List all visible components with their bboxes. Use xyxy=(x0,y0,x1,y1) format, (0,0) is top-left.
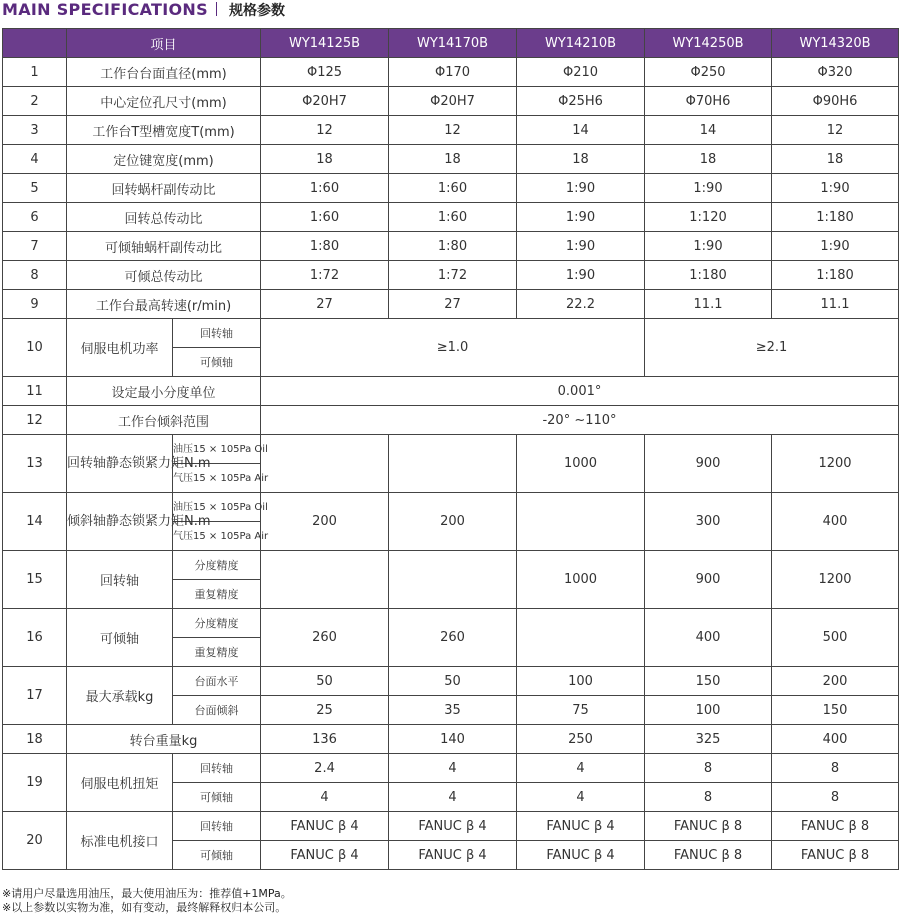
row-value: 75 xyxy=(517,696,645,725)
spec-table xyxy=(2,28,899,870)
row-sub: 重复精度 xyxy=(173,580,261,609)
row-no: 1 xyxy=(3,58,67,87)
row-value: FANUC β 4 xyxy=(261,841,389,870)
row-value: FANUC β 4 xyxy=(517,841,645,870)
row-name: 中心定位孔尺寸(mm) xyxy=(67,87,261,116)
row-value: 8 xyxy=(772,754,899,783)
row-value: 260 xyxy=(389,609,517,667)
row-no: 6 xyxy=(3,203,67,232)
row-sub: 油压15 × 105Pa Oil xyxy=(173,435,261,464)
row-value: 1:120 xyxy=(645,203,772,232)
row-value: 18 xyxy=(261,145,389,174)
row-value: FANUC β 8 xyxy=(772,812,899,841)
table-row xyxy=(3,232,899,261)
row-name: 可倾轴蜗杆副传动比 xyxy=(67,232,261,261)
header-model: WY14170B xyxy=(389,29,517,58)
row-value: 1:72 xyxy=(261,261,389,290)
row-value: 11.1 xyxy=(645,290,772,319)
row-name: 伺服电机功率 xyxy=(67,319,173,377)
row-name: 工作台台面直径(mm) xyxy=(67,58,261,87)
row-value: 12 xyxy=(389,116,517,145)
row-no: 10 xyxy=(3,319,67,377)
row-name: 工作台倾斜范围 xyxy=(67,406,261,435)
row-value: Φ125 xyxy=(261,58,389,87)
row-value: FANUC β 8 xyxy=(645,812,772,841)
row-value: 4 xyxy=(517,783,645,812)
row-value: 1200 xyxy=(772,551,899,609)
row-value: 27 xyxy=(389,290,517,319)
row-no: 20 xyxy=(3,812,67,870)
row-name: 可倾总传动比 xyxy=(67,261,261,290)
row-value: 250 xyxy=(517,725,645,754)
row-no: 8 xyxy=(3,261,67,290)
row-name: 回转蜗杆副传动比 xyxy=(67,174,261,203)
row-value: 22.2 xyxy=(517,290,645,319)
row-no: 14 xyxy=(3,493,67,551)
row-value: -20° ~110° xyxy=(261,406,899,435)
row-sub: 回转轴 xyxy=(173,319,261,348)
row-name: 回转轴 xyxy=(67,551,173,609)
table-row xyxy=(3,203,899,232)
row-value: 1:60 xyxy=(261,174,389,203)
row-value: 100 xyxy=(645,696,772,725)
row-sub: 可倾轴 xyxy=(173,783,261,812)
row-value: 1:90 xyxy=(645,232,772,261)
row-no: 5 xyxy=(3,174,67,203)
row-value: 1:60 xyxy=(261,203,389,232)
row-value xyxy=(517,609,645,667)
table-row xyxy=(3,812,899,841)
row-value: 4 xyxy=(517,754,645,783)
row-value: Φ170 xyxy=(389,58,517,87)
header-item: 项目 xyxy=(67,29,261,58)
row-value: 1:90 xyxy=(772,174,899,203)
row-name: 可倾轴 xyxy=(67,609,173,667)
row-value xyxy=(389,551,517,609)
row-value: 18 xyxy=(645,145,772,174)
row-value xyxy=(389,435,517,493)
row-value: 18 xyxy=(517,145,645,174)
row-sub: 重复精度 xyxy=(173,638,261,667)
row-value: 18 xyxy=(389,145,517,174)
row-no: 4 xyxy=(3,145,67,174)
row-no: 12 xyxy=(3,406,67,435)
row-name: 转台重量kg xyxy=(67,725,261,754)
table-row xyxy=(3,551,899,580)
row-value: FANUC β 4 xyxy=(389,841,517,870)
row-value: 1:180 xyxy=(772,203,899,232)
row-value: 12 xyxy=(261,116,389,145)
row-value: 2.4 xyxy=(261,754,389,783)
row-name: 伺服电机扭矩 xyxy=(67,754,173,812)
row-value: 12 xyxy=(772,116,899,145)
row-name: 最大承载kg xyxy=(67,667,173,725)
row-value: 200 xyxy=(772,667,899,696)
row-name: 工作台T型槽宽度T(mm) xyxy=(67,116,261,145)
row-value: 27 xyxy=(261,290,389,319)
row-value: 1:72 xyxy=(389,261,517,290)
row-value: 1:90 xyxy=(517,232,645,261)
row-value: 325 xyxy=(645,725,772,754)
row-name: 设定最小分度单位 xyxy=(67,377,261,406)
row-value: 35 xyxy=(389,696,517,725)
row-value: 18 xyxy=(772,145,899,174)
row-value: 1:180 xyxy=(645,261,772,290)
row-value: 50 xyxy=(389,667,517,696)
table-row xyxy=(3,406,899,435)
row-value: 4 xyxy=(389,783,517,812)
title-separator xyxy=(216,2,217,16)
row-value: 0.001° xyxy=(261,377,899,406)
row-value: FANUC β 8 xyxy=(772,841,899,870)
row-value: 4 xyxy=(261,783,389,812)
row-value: 150 xyxy=(772,696,899,725)
row-value: 14 xyxy=(517,116,645,145)
table-row xyxy=(3,377,899,406)
title-cn: 规格参数 xyxy=(229,3,285,19)
row-name: 倾斜轴静态锁紧力矩N.m xyxy=(67,493,173,551)
row-value: 1:80 xyxy=(389,232,517,261)
row-no: 7 xyxy=(3,232,67,261)
table-row xyxy=(3,58,899,87)
row-value: 1:180 xyxy=(772,261,899,290)
row-value: 14 xyxy=(645,116,772,145)
row-value: 400 xyxy=(645,609,772,667)
table-row xyxy=(3,87,899,116)
header-model: WY14320B xyxy=(772,29,899,58)
row-value: 1:90 xyxy=(517,261,645,290)
row-value: 4 xyxy=(389,754,517,783)
row-value: 150 xyxy=(645,667,772,696)
row-name: 回转轴静态锁紧力矩N.m xyxy=(67,435,173,493)
footnote: ※以上参数以实物为准，如有变动，最终解释权归本公司。 xyxy=(2,901,287,914)
row-value xyxy=(517,493,645,551)
row-value: 11.1 xyxy=(772,290,899,319)
table-row xyxy=(3,725,899,754)
row-value: ≥1.0 xyxy=(261,319,645,377)
row-value: Φ25H6 xyxy=(517,87,645,116)
row-no: 15 xyxy=(3,551,67,609)
row-sub: 回转轴 xyxy=(173,812,261,841)
row-value: 1:80 xyxy=(261,232,389,261)
row-sub: 可倾轴 xyxy=(173,841,261,870)
row-value: 1:90 xyxy=(517,174,645,203)
footnotes xyxy=(2,887,292,915)
row-no: 16 xyxy=(3,609,67,667)
row-value: 100 xyxy=(517,667,645,696)
table-row xyxy=(3,174,899,203)
header-row xyxy=(3,29,899,58)
row-value: 1:90 xyxy=(772,232,899,261)
row-sub: 气压15 × 105Pa Air xyxy=(173,522,261,551)
header-no xyxy=(3,29,67,58)
title-en: MAIN SPECIFICATIONS xyxy=(2,0,208,19)
row-value: FANUC β 4 xyxy=(517,812,645,841)
row-value: 1:90 xyxy=(645,174,772,203)
table-row xyxy=(3,145,899,174)
page-header xyxy=(0,0,900,22)
row-value xyxy=(261,551,389,609)
row-value: 1000 xyxy=(517,435,645,493)
row-value: FANUC β 4 xyxy=(261,812,389,841)
header-model: WY14125B xyxy=(261,29,389,58)
table-row xyxy=(3,667,899,696)
table-row xyxy=(3,319,899,348)
row-value: 8 xyxy=(645,783,772,812)
table-row xyxy=(3,261,899,290)
row-value: 900 xyxy=(645,435,772,493)
row-value: Φ20H7 xyxy=(389,87,517,116)
row-value: 1:60 xyxy=(389,174,517,203)
row-value: Φ70H6 xyxy=(645,87,772,116)
row-no: 18 xyxy=(3,725,67,754)
row-no: 9 xyxy=(3,290,67,319)
table-row xyxy=(3,609,899,638)
row-value: 1:60 xyxy=(389,203,517,232)
row-value: 8 xyxy=(645,754,772,783)
row-value: 900 xyxy=(645,551,772,609)
row-name: 标准电机接口 xyxy=(67,812,173,870)
row-sub: 油压15 × 105Pa Oil xyxy=(173,493,261,522)
row-no: 17 xyxy=(3,667,67,725)
row-sub: 可倾轴 xyxy=(173,348,261,377)
row-name: 工作台最高转速(r/min) xyxy=(67,290,261,319)
row-value: 1000 xyxy=(517,551,645,609)
row-name: 回转总传动比 xyxy=(67,203,261,232)
row-no: 13 xyxy=(3,435,67,493)
table-row xyxy=(3,754,899,783)
row-value xyxy=(261,435,389,493)
row-no: 11 xyxy=(3,377,67,406)
row-value: Φ210 xyxy=(517,58,645,87)
row-sub: 台面倾斜 xyxy=(173,696,261,725)
row-value: 400 xyxy=(772,725,899,754)
header-model: WY14210B xyxy=(517,29,645,58)
table-row xyxy=(3,493,899,522)
row-name: 定位键宽度(mm) xyxy=(67,145,261,174)
row-sub: 分度精度 xyxy=(173,551,261,580)
row-value: 300 xyxy=(645,493,772,551)
table-row xyxy=(3,290,899,319)
row-sub: 气压15 × 105Pa Air xyxy=(173,464,261,493)
row-value: Φ250 xyxy=(645,58,772,87)
row-sub: 台面水平 xyxy=(173,667,261,696)
header-model: WY14250B xyxy=(645,29,772,58)
row-value: 1:90 xyxy=(517,203,645,232)
row-value: 50 xyxy=(261,667,389,696)
row-value: 25 xyxy=(261,696,389,725)
row-value: 140 xyxy=(389,725,517,754)
row-value: Φ20H7 xyxy=(261,87,389,116)
row-sub: 回转轴 xyxy=(173,754,261,783)
row-value: 400 xyxy=(772,493,899,551)
row-value: 260 xyxy=(261,609,389,667)
row-value: FANUC β 8 xyxy=(645,841,772,870)
row-value: 1200 xyxy=(772,435,899,493)
row-no: 19 xyxy=(3,754,67,812)
row-sub: 分度精度 xyxy=(173,609,261,638)
row-value: 500 xyxy=(772,609,899,667)
table-row xyxy=(3,435,899,464)
row-value: Φ320 xyxy=(772,58,899,87)
row-value: 200 xyxy=(389,493,517,551)
row-no: 2 xyxy=(3,87,67,116)
row-value: FANUC β 4 xyxy=(389,812,517,841)
row-value: ≥2.1 xyxy=(645,319,899,377)
footnote: ※请用户尽量选用油压，最大使用油压为：推荐值+1MPa。 xyxy=(2,887,292,900)
row-value: 8 xyxy=(772,783,899,812)
table-row xyxy=(3,116,899,145)
row-value: Φ90H6 xyxy=(772,87,899,116)
row-no: 3 xyxy=(3,116,67,145)
row-value: 136 xyxy=(261,725,389,754)
row-value: 200 xyxy=(261,493,389,551)
